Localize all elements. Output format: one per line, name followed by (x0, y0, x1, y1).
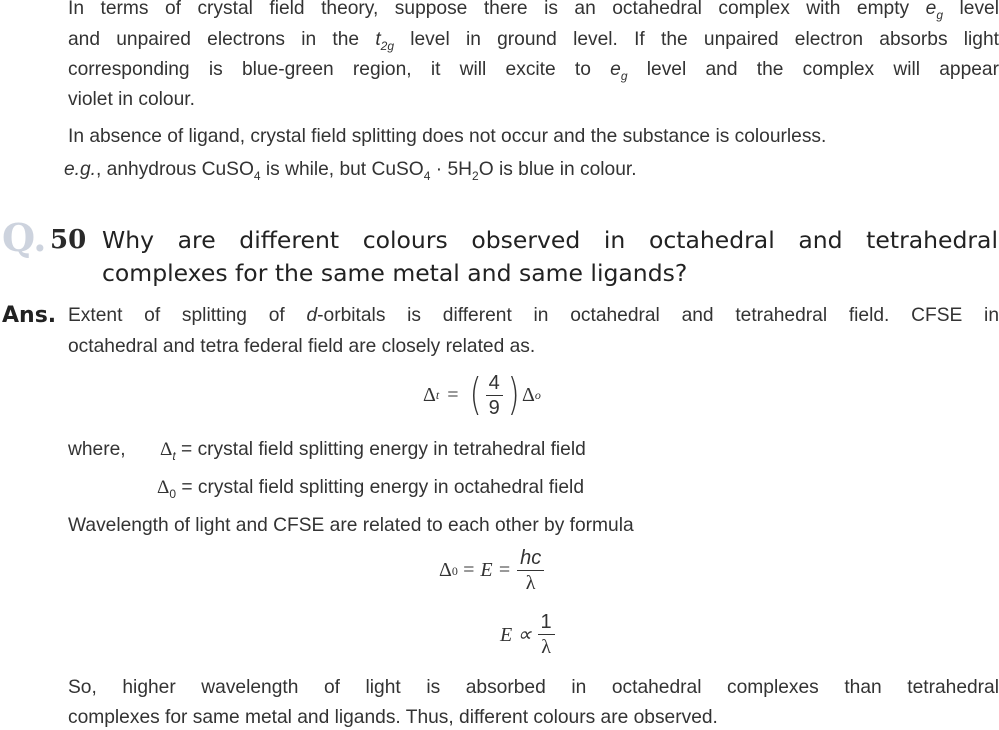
question-line-1: Why are different colours observed in octahedral and tetrahedral (102, 226, 998, 254)
equation-energy: Δ 0 = E = $\frac{hc}{\lambda}$ (439, 546, 546, 595)
answer-label: Ans. (2, 303, 57, 328)
definition-tetrahedral: $\Delta_t$ = crystal field splitting energy in tetrahedral field (160, 439, 586, 463)
question-line-2: complexes for the same metal and same ligands? (102, 259, 688, 287)
equation-proportional: E ∝ $\frac{1}{\lambda}$ (500, 610, 557, 659)
intro-line-5: In absence of ligand, crystal field splitting does not occur and the substance is colourless. (68, 126, 827, 147)
definition-octahedral: $\Delta_0$ = crystal field splitting energy in octahedral field (157, 477, 584, 501)
where-label: where, (68, 439, 126, 460)
answer-line-2: octahedral and tetra federal field are closely related as. (68, 336, 536, 357)
conclusion-line-1: So, higher wavelength of light is absorbed in octahedral complexes than tetrahedral (68, 677, 999, 698)
intro-line-4: violet in colour. (68, 89, 195, 110)
conclusion-line-2: complexes for same metal and ligands. Thus, different colours are observed. (68, 707, 718, 728)
equation-ratio: Δ t = ( $\frac{4}{9}$ ) Δ o (423, 369, 541, 420)
answer-line-1: Extent of splitting of d-orbitals is different in octahedral and tetrahedral field. CFSE in (68, 305, 999, 326)
intro-line-2: and unpaired electrons in the $t_{2g}$ level in ground level. If the unpaired electron absorbs light (68, 29, 999, 53)
intro-line-3: corresponding is blue-green region, it will excite to $e_g$ level and the complex will appear (68, 59, 999, 83)
intro-line-6: e.g., anhydrous CuSO$_4$ is while, but CuSO$_4$ · $5H_2O$ is blue in colour. (64, 159, 637, 183)
intro-line-1: In terms of crystal field theory, suppose there is an octahedral complex with empty $e_g$ level (68, 0, 999, 22)
answer-line-3: Wavelength of light and CFSE are related to each other by formula (68, 515, 634, 536)
question-marker: Q. (2, 215, 47, 260)
question-number: 50 (50, 225, 87, 255)
